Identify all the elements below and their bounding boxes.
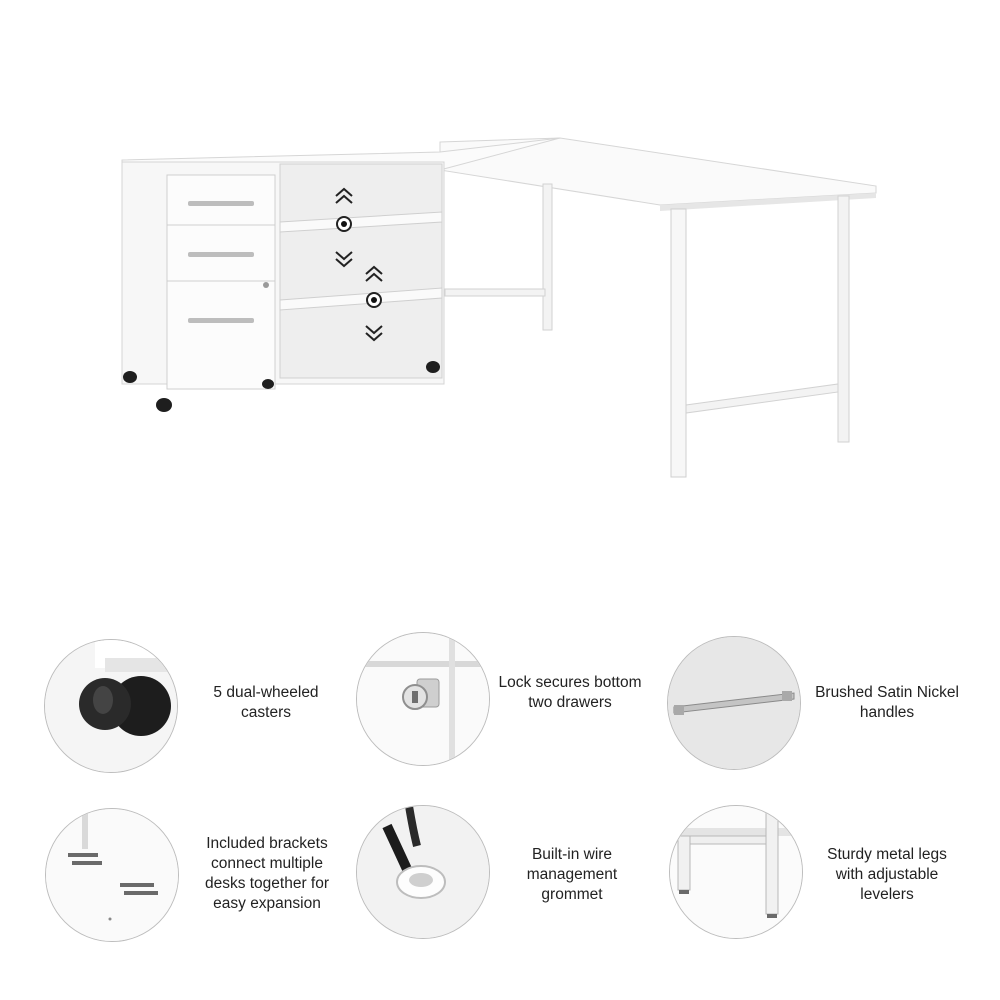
caster-icon [44,639,178,773]
handle-middle [188,252,254,257]
stretcher-front [686,384,838,413]
bracket-icon [45,808,179,942]
leg-icon [669,805,803,939]
feature-label-lock: Lock secures bottom two drawers [498,674,642,711]
back-leg-left [543,184,552,330]
shelf-bay [280,164,442,378]
drawer-file [167,281,275,389]
drawer-top [167,175,275,225]
handle-top [188,201,254,206]
front-leg [671,209,686,477]
feature-label-casters: 5 dual-wheeled casters [213,684,319,721]
handle-icon [667,636,801,770]
back-leg-right [838,196,849,442]
stretcher-back [445,289,545,296]
feature-label-handles: Brushed Satin Nickel handles [815,684,959,721]
drawer-lock [263,282,269,288]
feature-label-brackets: Included brackets connect multiple desks together for easy expansion [204,835,330,912]
lock-icon [356,632,490,766]
feature-label-legs: Sturdy metal legs with adjustable levelers [827,846,947,903]
grommet-icon [356,805,490,939]
feature-label-grommet: Built-in wire management grommet [526,846,618,903]
handle-file [188,318,254,323]
